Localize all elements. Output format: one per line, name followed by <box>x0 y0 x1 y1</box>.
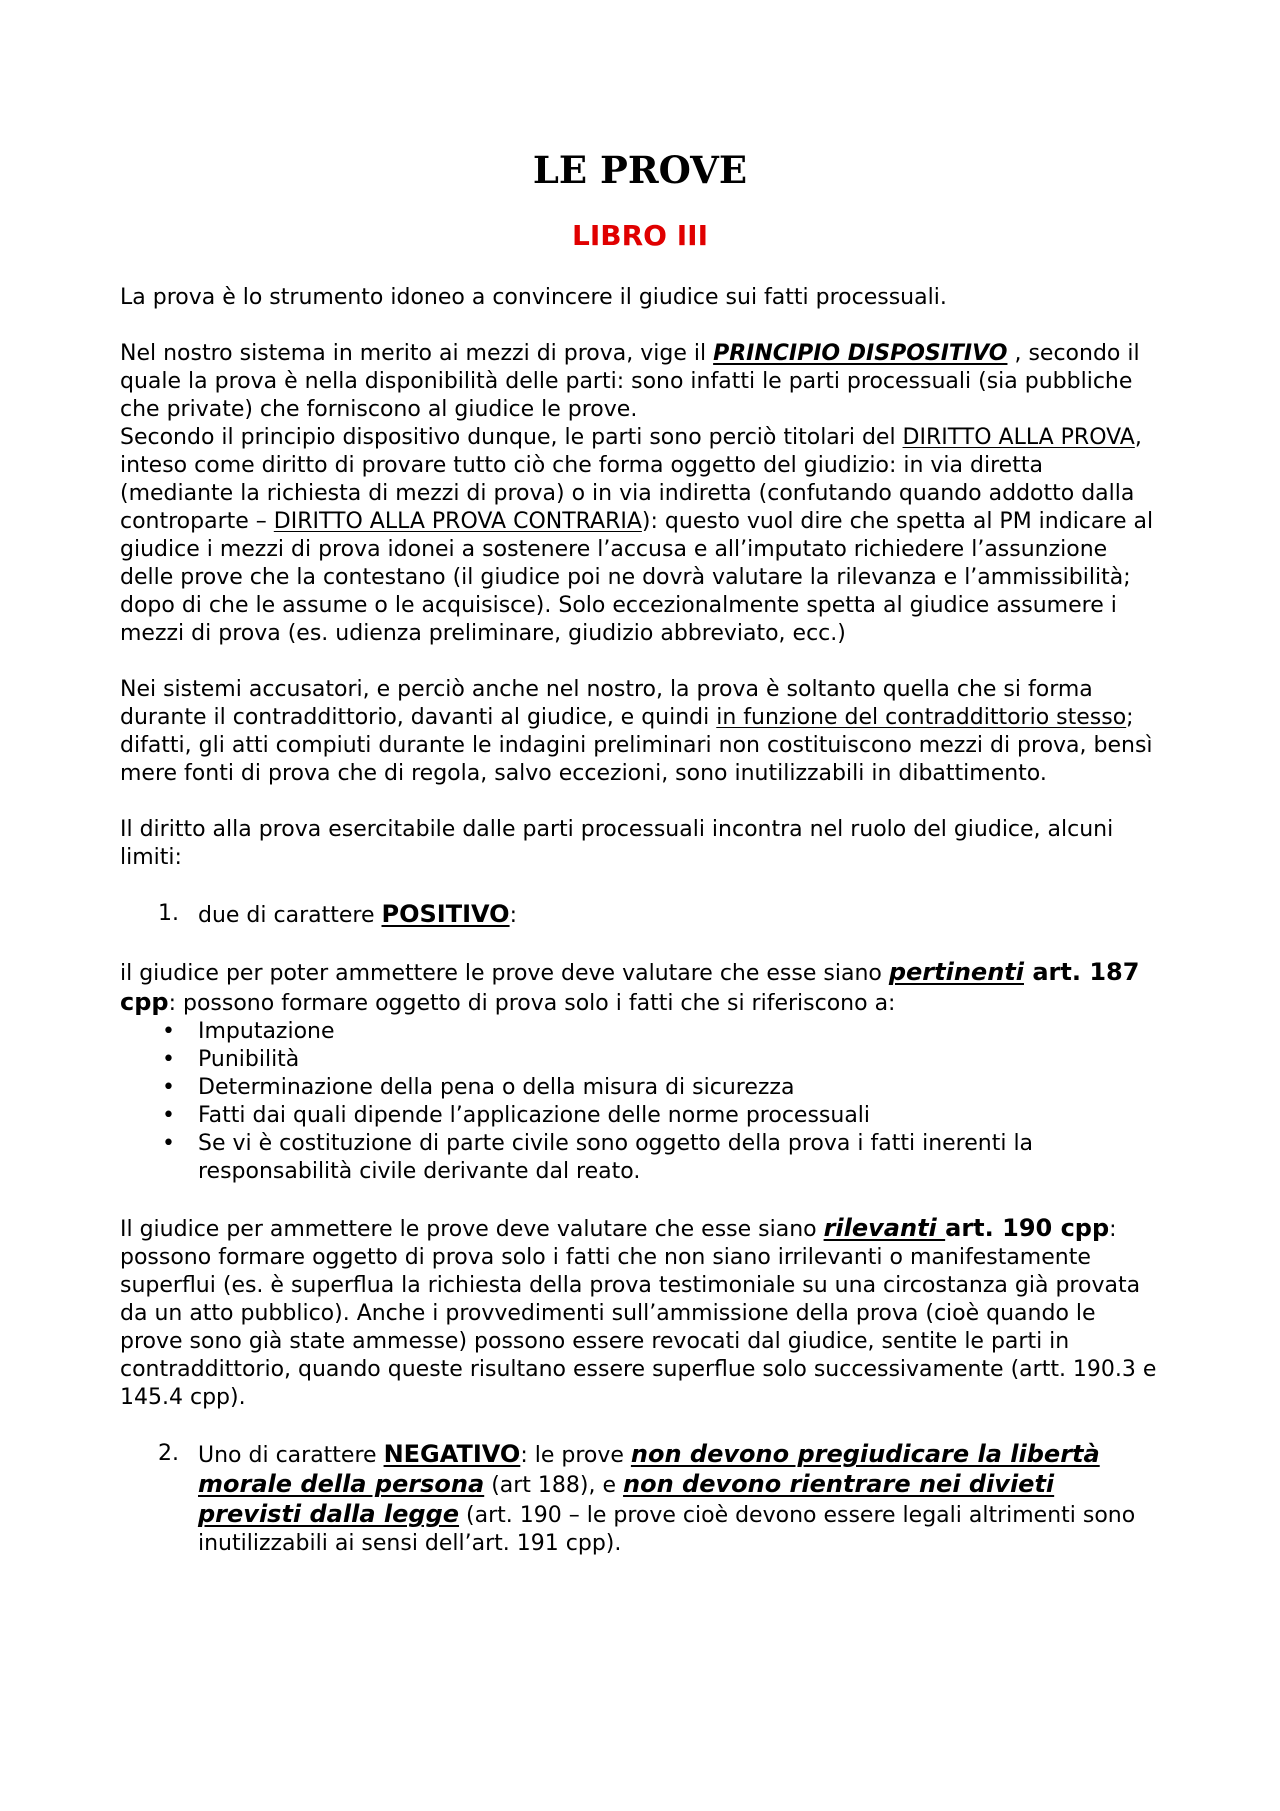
principio-dispositivo-paragraph <box>120 340 1160 648</box>
list-item-text: Se vi è costituzione di parte civile sono oggetto della prova i fatti inerenti la responsabilità civile derivante dal reato. <box>198 1131 1034 1184</box>
bullet-icon: • <box>162 1075 175 1100</box>
text-run: : <box>509 903 517 928</box>
list-item-text: Punibilità <box>198 1047 300 1072</box>
list-item-text: Determinazione della pena o della misura di sicurezza <box>198 1075 795 1100</box>
bullet-icon: • <box>162 1047 175 1072</box>
article-ref: art. 190 cpp <box>945 1214 1110 1242</box>
bullet-icon: • <box>162 1019 175 1044</box>
text-run: il giudice per poter ammettere le prove deve valutare che esse siano <box>120 961 889 986</box>
bullet-icon: • <box>162 1103 175 1128</box>
positivo-term: POSITIVO <box>381 900 510 928</box>
sistemi-accusatori-paragraph <box>120 676 1160 788</box>
rilevanti-paragraph <box>120 1214 1160 1412</box>
list-item <box>120 1102 1160 1130</box>
pertinenti-paragraph <box>120 958 1160 1018</box>
list-item <box>120 1046 1160 1074</box>
text-run: Uno di carattere <box>198 1443 384 1468</box>
pertinenti-term: pertinenti <box>888 958 1024 986</box>
page-subtitle: LIBRO III <box>572 219 708 252</box>
diritto-prova-contraria-term: DIRITTO ALLA PROVA CONTRARIA <box>273 509 642 534</box>
text-run: Nel nostro sistema in merito ai mezzi di prova, vige il <box>120 341 714 366</box>
list-item <box>120 1018 1160 1046</box>
rilevanti-term: rilevanti <box>823 1214 946 1242</box>
text-run: , secondo il quale la prova è nella disponibilità delle parti: sono infatti le parti processuali (sia pubbliche che private) che forniscono al giudice le prove. <box>120 341 1140 422</box>
list-item-text: Fatti dai quali dipende l’applicazione delle norme processuali <box>198 1103 871 1128</box>
text-run: Secondo il principio dispositivo dunque, le parti sono perciò titolari del <box>120 425 903 450</box>
text-run: ): questo vuol dire che spetta al PM indicare al giudice i mezzi di prova idonei a sostenere l’accusa e all’imputato richiedere l’assunzione delle prove che la contestano (il giudice poi ne dovrà valutare la rilevanza e l’ammissibilità; dopo di che le assume o le acquisisce). Solo eccezionalmente spetta al giudice assumere i mezzi di prova (es. udienza preliminare, giudizio abbreviato, ecc.) <box>120 509 1154 646</box>
text-run: (art 188), e <box>484 1473 624 1498</box>
item-number: 1. <box>158 901 179 926</box>
text-run: Nei sistemi accusatori, e perciò anche nel nostro, la prova è soltanto quella che si forma durante il contraddittorio, davanti al giudice, e quindi <box>120 677 1093 730</box>
numbered-item-negativo <box>120 1440 1160 1558</box>
list-item <box>120 1074 1160 1102</box>
list-item <box>120 1130 1160 1186</box>
bullet-list <box>120 1018 1160 1186</box>
item-number: 2. <box>158 1441 179 1466</box>
liberta-morale-term: non devono pregiudicare la libertà morale della persona <box>198 1440 1100 1498</box>
contraddittorio-term: in funzione del contraddittorio stesso <box>716 705 1127 730</box>
text-run: Il giudice per ammettere le prove deve valutare che esse siano <box>120 1217 824 1242</box>
numbered-item-positivo <box>120 900 1160 930</box>
document-body <box>120 284 1160 1586</box>
text-run: : possono formare oggetto di prova solo i fatti che non siano irrilevanti o manifestamente superflui (es. è superflua la richiesta della prova testimoniale su una circostanza già provata da un atto pubblico). Anche i provvedimenti sull’ammissione della prova (cioè quando le prove sono già state ammesse) possono essere revocati dal giudice, sentite le parti in contraddittorio, quando queste risultano essere superflue solo successivamente (artt. 190.3 e 145.4 cpp). <box>120 1217 1157 1410</box>
text-run: : possono formare oggetto di prova solo i fatti che si riferiscono a: <box>168 991 896 1016</box>
text-run: (art. 190 – le prove cioè devono essere legali altrimenti sono inutilizzabili ai sensi dell’art. 191 cpp). <box>198 1503 1136 1556</box>
text-run: , inteso come diritto di provare tutto ciò che forma oggetto del giudizio: in via diretta (mediante la richiesta di mezzi di prova) o in via indiretta (confutando quando addotto dalla controparte – <box>120 425 1142 534</box>
intro-paragraph: La prova è lo strumento idoneo a convincere il giudice sui fatti processuali. <box>120 285 947 310</box>
text-run: : le prove <box>520 1443 631 1468</box>
divieti-legge-term: non devono rientrare nei divieti previsti dalla legge <box>198 1470 1055 1528</box>
list-item-text: Imputazione <box>198 1019 335 1044</box>
bullet-icon: • <box>162 1131 175 1156</box>
principio-dispositivo-term: PRINCIPIO DISPOSITIVO <box>713 341 1008 366</box>
article-ref: art. 187 cpp <box>120 958 1140 1016</box>
page-title: LE PROVE <box>532 148 748 192</box>
negativo-term: NEGATIVO <box>383 1440 521 1468</box>
text-run: ; difatti, gli atti compiuti durante le indagini preliminari non costituiscono mezzi di prova, bensì mere fonti di prova che di regola, salvo eccezioni, sono inutilizzabili in dibattimento. <box>120 705 1153 786</box>
text-run: due di carattere <box>198 903 382 928</box>
diritto-alla-prova-term: DIRITTO ALLA PROVA <box>902 425 1135 450</box>
limiti-paragraph: Il diritto alla prova esercitabile dalle parti processuali incontra nel ruolo del giudice, alcuni limiti: <box>120 817 1114 870</box>
